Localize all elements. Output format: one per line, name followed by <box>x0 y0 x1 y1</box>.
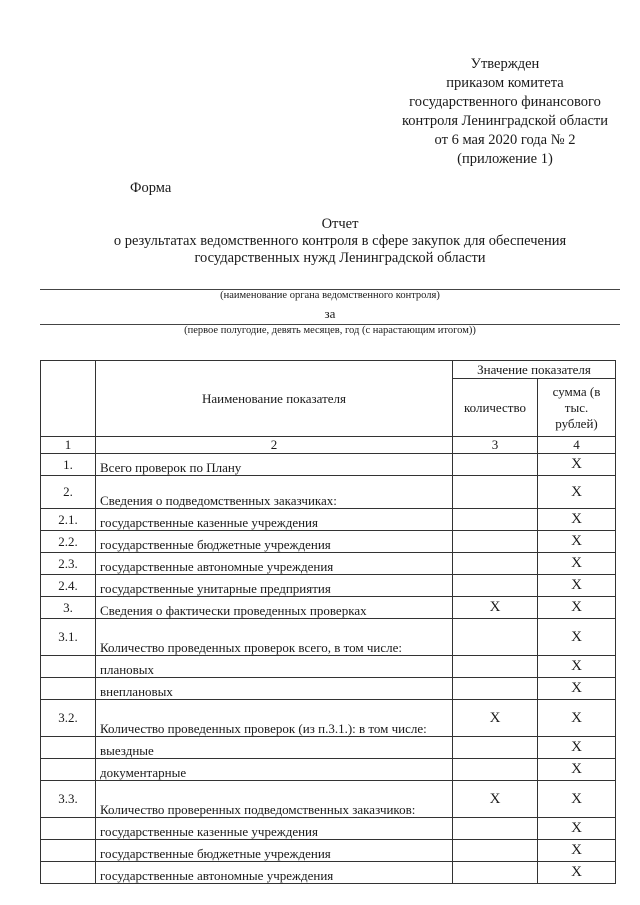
row-sum: X <box>538 781 616 818</box>
row-quantity <box>453 818 538 840</box>
table-row <box>41 700 616 737</box>
row-name: Количество проведенных проверок всего, в том числе: <box>96 619 453 656</box>
row-quantity <box>453 553 538 575</box>
row-quantity <box>453 575 538 597</box>
report-title <box>60 216 620 267</box>
row-sum: X <box>538 700 616 737</box>
row-quantity <box>453 476 538 509</box>
index-cell: 4 <box>538 437 616 454</box>
row-sum: X <box>538 553 616 575</box>
row-sum: X <box>538 454 616 476</box>
header-sum: сумма (в тыс. рублей) <box>538 379 616 437</box>
approval-line: от 6 мая 2020 года № 2 <box>434 132 576 148</box>
row-number: 2. <box>41 476 96 509</box>
row-number: 2.1. <box>41 509 96 531</box>
row-quantity <box>453 737 538 759</box>
row-name: Сведения о фактически проведенных проверках <box>96 597 453 619</box>
period-caption: (первое полугодие, девять месяцев, год (с нарастающим итогом)) <box>184 325 476 336</box>
header-num-cell <box>41 361 96 437</box>
index-cell: 1 <box>41 437 96 454</box>
table-row <box>41 862 616 884</box>
row-number: 1. <box>41 454 96 476</box>
row-sum: X <box>538 476 616 509</box>
table-row <box>41 656 616 678</box>
report-table <box>40 360 616 884</box>
row-number: 3. <box>41 597 96 619</box>
row-sum: X <box>538 818 616 840</box>
row-sum: X <box>538 759 616 781</box>
index-row <box>41 437 616 454</box>
row-quantity <box>453 840 538 862</box>
row-name: государственные бюджетные учреждения <box>96 840 453 862</box>
row-quantity <box>453 619 538 656</box>
row-name: внеплановых <box>96 678 453 700</box>
row-quantity <box>453 454 538 476</box>
row-name: государственные бюджетные учреждения <box>96 531 453 553</box>
row-name: Сведения о подведомственных заказчиках: <box>96 476 453 509</box>
org-caption: (наименование органа ведомственного контроля) <box>220 290 440 301</box>
table-row <box>41 454 616 476</box>
form-label: Форма <box>130 180 172 196</box>
row-number: 3.1. <box>41 619 96 656</box>
period-prefix: за <box>324 306 336 321</box>
row-number: 3.3. <box>41 781 96 818</box>
row-sum: X <box>538 862 616 884</box>
row-quantity <box>453 531 538 553</box>
header-name: Наименование показателя <box>96 361 453 437</box>
row-number <box>41 818 96 840</box>
row-number: 2.4. <box>41 575 96 597</box>
row-name: государственные казенные учреждения <box>96 818 453 840</box>
table-row <box>41 476 616 509</box>
row-name: государственные автономные учреждения <box>96 862 453 884</box>
row-number <box>41 656 96 678</box>
row-number: 2.2. <box>41 531 96 553</box>
table-row <box>41 619 616 656</box>
table-row <box>41 575 616 597</box>
row-quantity: X <box>453 597 538 619</box>
index-cell: 2 <box>96 437 453 454</box>
row-quantity <box>453 509 538 531</box>
row-name: государственные унитарные предприятия <box>96 575 453 597</box>
row-name: Всего проверок по Плану <box>96 454 453 476</box>
table-row <box>41 840 616 862</box>
title-line: Отчет <box>321 216 359 232</box>
row-quantity: X <box>453 700 538 737</box>
table-row <box>41 597 616 619</box>
row-number: 3.2. <box>41 700 96 737</box>
row-sum: X <box>538 678 616 700</box>
row-sum: X <box>538 840 616 862</box>
table-row <box>41 531 616 553</box>
row-name: Количество проверенных подведомственных заказчиков: <box>96 781 453 818</box>
table-row <box>41 737 616 759</box>
row-quantity <box>453 759 538 781</box>
row-sum: X <box>538 619 616 656</box>
row-number: 2.3. <box>41 553 96 575</box>
row-sum: X <box>538 656 616 678</box>
row-name: государственные казенные учреждения <box>96 509 453 531</box>
row-sum: X <box>538 597 616 619</box>
row-quantity <box>453 656 538 678</box>
approval-line: приказом комитета <box>446 75 564 91</box>
title-line: о результатах ведомственного контроля в сфере закупок для обеспечения <box>113 233 567 249</box>
row-quantity: X <box>453 781 538 818</box>
row-name: государственные автономные учреждения <box>96 553 453 575</box>
approval-block <box>380 55 630 169</box>
table-row <box>41 509 616 531</box>
table-row <box>41 781 616 818</box>
index-cell: 3 <box>453 437 538 454</box>
row-name: плановых <box>96 656 453 678</box>
table-row <box>41 759 616 781</box>
approval-line: контроля Ленинградской области <box>402 113 608 129</box>
table-row <box>41 553 616 575</box>
row-name: документарные <box>96 759 453 781</box>
row-name: выездные <box>96 737 453 759</box>
row-quantity <box>453 862 538 884</box>
row-sum: X <box>538 531 616 553</box>
row-number <box>41 737 96 759</box>
row-quantity <box>453 678 538 700</box>
row-sum: X <box>538 575 616 597</box>
approval-line: Утвержден <box>470 56 540 72</box>
row-number <box>41 759 96 781</box>
approval-line: (приложение 1) <box>457 151 553 167</box>
header-quantity: количество <box>453 379 538 437</box>
row-sum: X <box>538 509 616 531</box>
row-number <box>41 862 96 884</box>
title-line: государственных нужд Ленинградской области <box>194 250 486 266</box>
table-row <box>41 818 616 840</box>
row-name: Количество проведенных проверок (из п.3.1.): в том числе: <box>96 700 453 737</box>
header-group: Значение показателя <box>453 361 616 379</box>
row-sum: X <box>538 737 616 759</box>
approval-line: государственного финансового <box>409 94 601 110</box>
table-row <box>41 678 616 700</box>
row-number <box>41 840 96 862</box>
row-number <box>41 678 96 700</box>
